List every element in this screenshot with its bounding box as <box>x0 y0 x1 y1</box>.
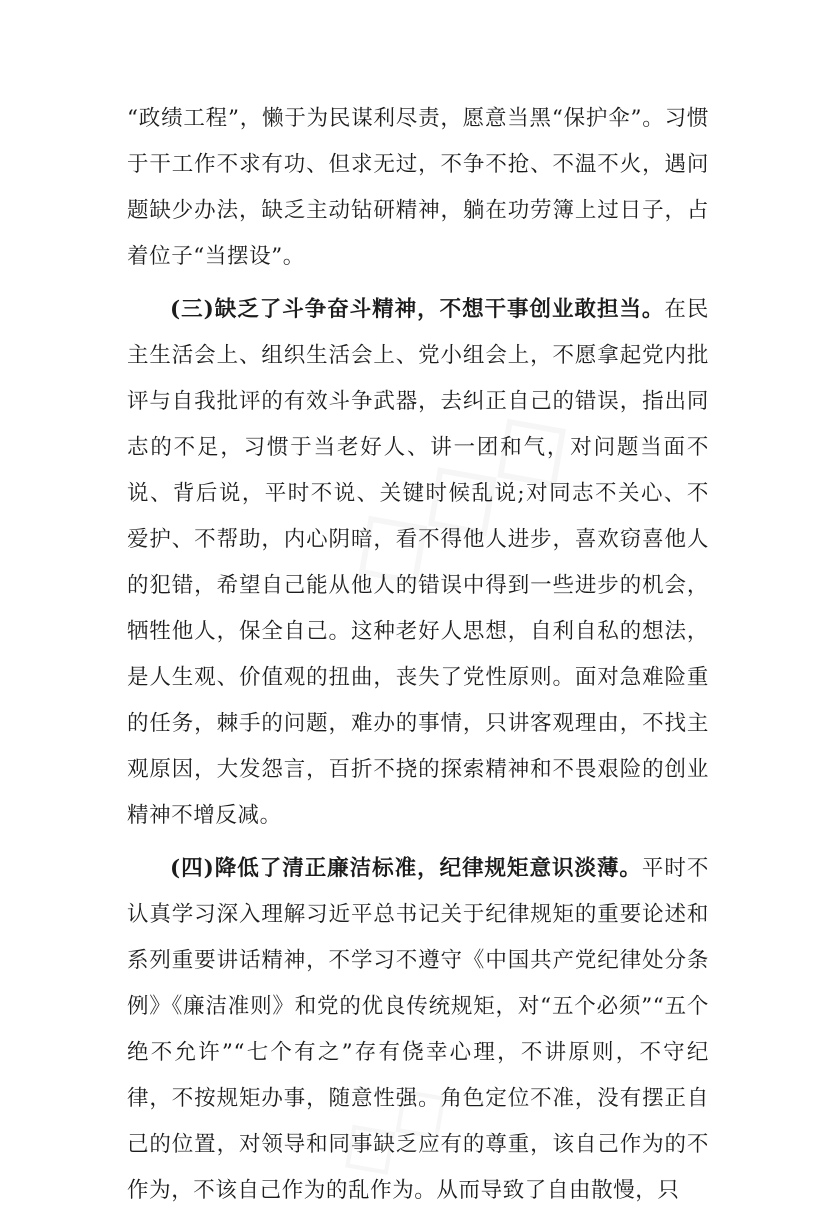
paragraph-2-text: 在民主生活会上、组织生活会上、党小组会上，不愿拿起党内批评与自我批评的有效斗争武器，去纠正自己的错误，指出同志的不足，习惯于当老好人、讲一团和气，对问题当面不说、背后说，平时不说、关键时候乱说;对同志不关心、不爱护、不帮助，内心阴暗，看不得他人进步，喜欢窃喜他人的犯错，希望自己能从他人的错误中得到一些进步的机会，牺牲他人，保全自己。这种老好人思想，自利自私的想法，是人生观、价值观的扭曲，丧失了党性原则。面对急难险重的任务，棘手的问题，难办的事情，只讲客观理由，不找主观原因，大发怨言，百折不挠的探索精神和不畏艰险的创业精神不增反减。 <box>127 297 710 828</box>
paragraph-1-text: “政绩工程”，懒于为民谋利尽责，愿意当黑“保护伞”。习惯于干工作不求有功、但求无过，不争不抢、不温不火，遇问题缺少办法，缺乏主动钻研精神，躺在功劳簿上过日子，占着位子“当摆设”。 <box>127 106 709 269</box>
paragraph-3-text: 平时不认真学习深入理解习近平总书记关于纪律规矩的重要论述和系列重要讲话精神，不学习不遵守《中国共产党纪律处分条例》《廉洁准则》和党的优良传统规矩，对“五个必须”“五个绝不允许”“七个有之”存有侥幸心理，不讲原则，不守纪律，不按规矩办事，随意性强。角色定位不准，没有摆正自己的位置，对领导和同事缺乏应有的尊重，该自己作为的不作为，不该自己作为的乱作为。从而导致了自由散慢，只 <box>127 856 709 1203</box>
paragraph-2 <box>127 287 709 839</box>
document-body <box>127 96 709 1221</box>
paragraph-2-heading: (三)缺乏了斗争奋斗精神，不想干事创业敢担当。 <box>170 297 665 322</box>
paragraph-3-heading: (四)降低了清正廉洁标准，纪律规矩意识淡薄。 <box>170 856 642 881</box>
paragraph-3 <box>127 846 709 1214</box>
paragraph-1 <box>127 96 709 280</box>
